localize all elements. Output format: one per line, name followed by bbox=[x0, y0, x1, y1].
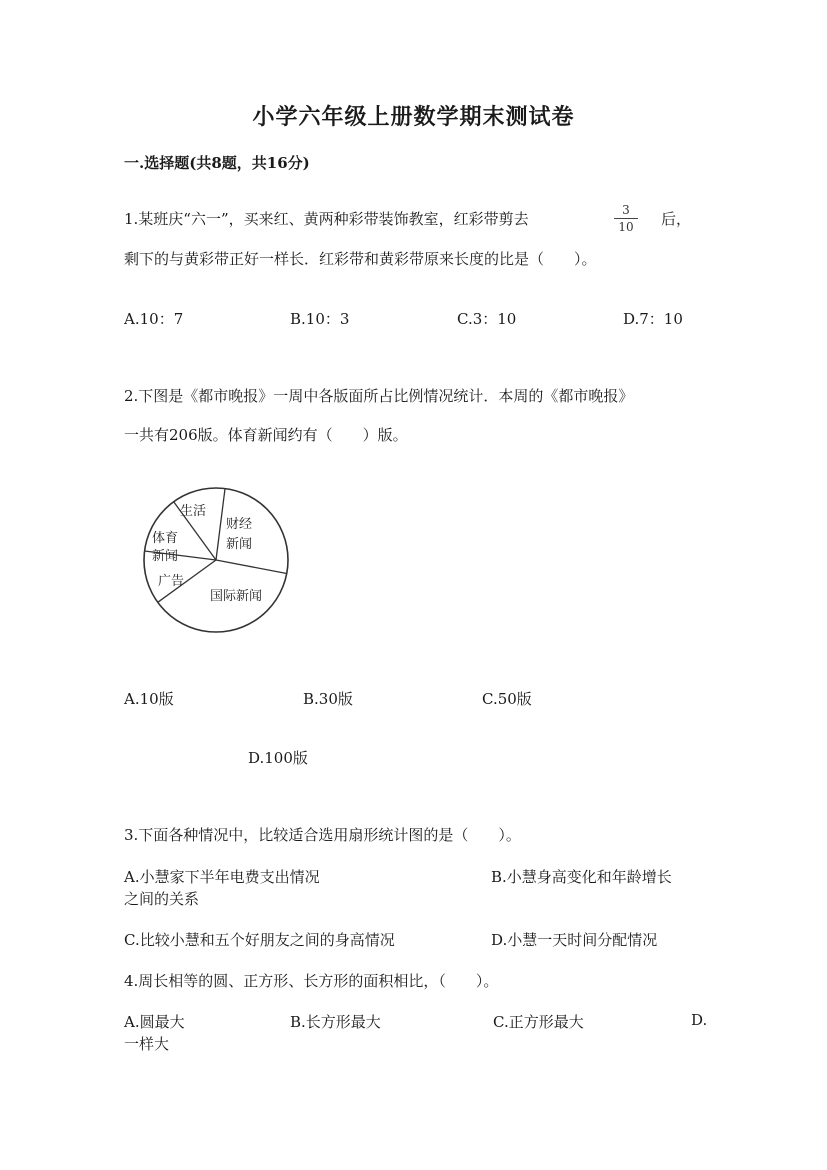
q2-option-b[interactable]: B.30版 bbox=[303, 690, 353, 708]
q2-line1: 2.下图是《都市晚报》一周中各版面所占比例情况统计．本周的《都市晚报》 bbox=[124, 387, 634, 405]
fraction-bar bbox=[614, 218, 638, 219]
pie-chart bbox=[138, 484, 298, 638]
q1-line1-suffix: 后， bbox=[661, 210, 692, 228]
q3-option-b-continued: 之间的关系 bbox=[124, 890, 200, 908]
q1-line1: 1.某班庆“六一”，买来红、黄两种彩带装饰教室，红彩带剪去 bbox=[124, 210, 529, 228]
q1-fraction-numerator: 3 bbox=[622, 203, 630, 217]
pie-label-shenghuo: 生活 bbox=[180, 504, 207, 519]
q4-option-a[interactable]: A.圆最大 bbox=[124, 1013, 185, 1031]
page-title: 小学六年级上册数学期末测试卷 bbox=[252, 104, 575, 130]
q1-option-b[interactable]: B.10：3 bbox=[290, 310, 350, 328]
q2-option-d[interactable]: D.100版 bbox=[248, 749, 308, 767]
section-heading: 一.选择题(共8题，共16分) bbox=[124, 154, 310, 172]
q4-line1: 4.周长相等的圆、正方形、长方形的面积相比，（ ）。 bbox=[124, 972, 499, 990]
q2-line2: 一共有206版。体育新闻约有（ ）版。 bbox=[124, 426, 408, 444]
q1-line2: 剩下的与黄彩带正好一样长．红彩带和黄彩带原来长度的比是（ ）。 bbox=[124, 250, 597, 268]
q3-option-c[interactable]: C.比较小慧和五个好朋友之间的身高情况 bbox=[124, 931, 395, 949]
pie-label-caijing-2: 新闻 bbox=[226, 537, 253, 552]
q1-option-c[interactable]: C.3：10 bbox=[457, 310, 517, 328]
pie-label-tiyu-1: 体育 bbox=[152, 531, 179, 546]
q1-option-a[interactable]: A.10：7 bbox=[124, 310, 184, 328]
q3-option-d[interactable]: D.小慧一天时间分配情况 bbox=[491, 931, 658, 949]
q3-line1: 3.下面各种情况中，比较适合选用扇形统计图的是（ ）。 bbox=[124, 826, 521, 844]
q4-option-d-continued: 一样大 bbox=[124, 1035, 170, 1053]
q3-option-a[interactable]: A.小慧家下半年电费支出情况 bbox=[124, 868, 320, 886]
q1-option-d[interactable]: D.7：10 bbox=[623, 310, 683, 328]
q2-option-c[interactable]: C.50版 bbox=[482, 690, 532, 708]
q1-fraction-denominator: 10 bbox=[618, 220, 634, 234]
pie-label-guanggao: 广告 bbox=[158, 574, 185, 589]
q4-option-c[interactable]: C.正方形最大 bbox=[493, 1013, 584, 1031]
pie-chart-svg bbox=[138, 484, 298, 638]
q3-option-b[interactable]: B.小慧身高变化和年龄增长 bbox=[491, 868, 672, 886]
pie-label-caijing-1: 财经 bbox=[226, 517, 253, 532]
q4-option-d[interactable]: D. bbox=[691, 1011, 708, 1029]
q4-option-b[interactable]: B.长方形最大 bbox=[290, 1013, 381, 1031]
pie-label-tiyu-2: 新闻 bbox=[152, 549, 179, 564]
q1-fraction bbox=[614, 203, 638, 234]
pie-label-guoji: 国际新闻 bbox=[210, 589, 263, 604]
q2-option-a[interactable]: A.10版 bbox=[124, 690, 174, 708]
